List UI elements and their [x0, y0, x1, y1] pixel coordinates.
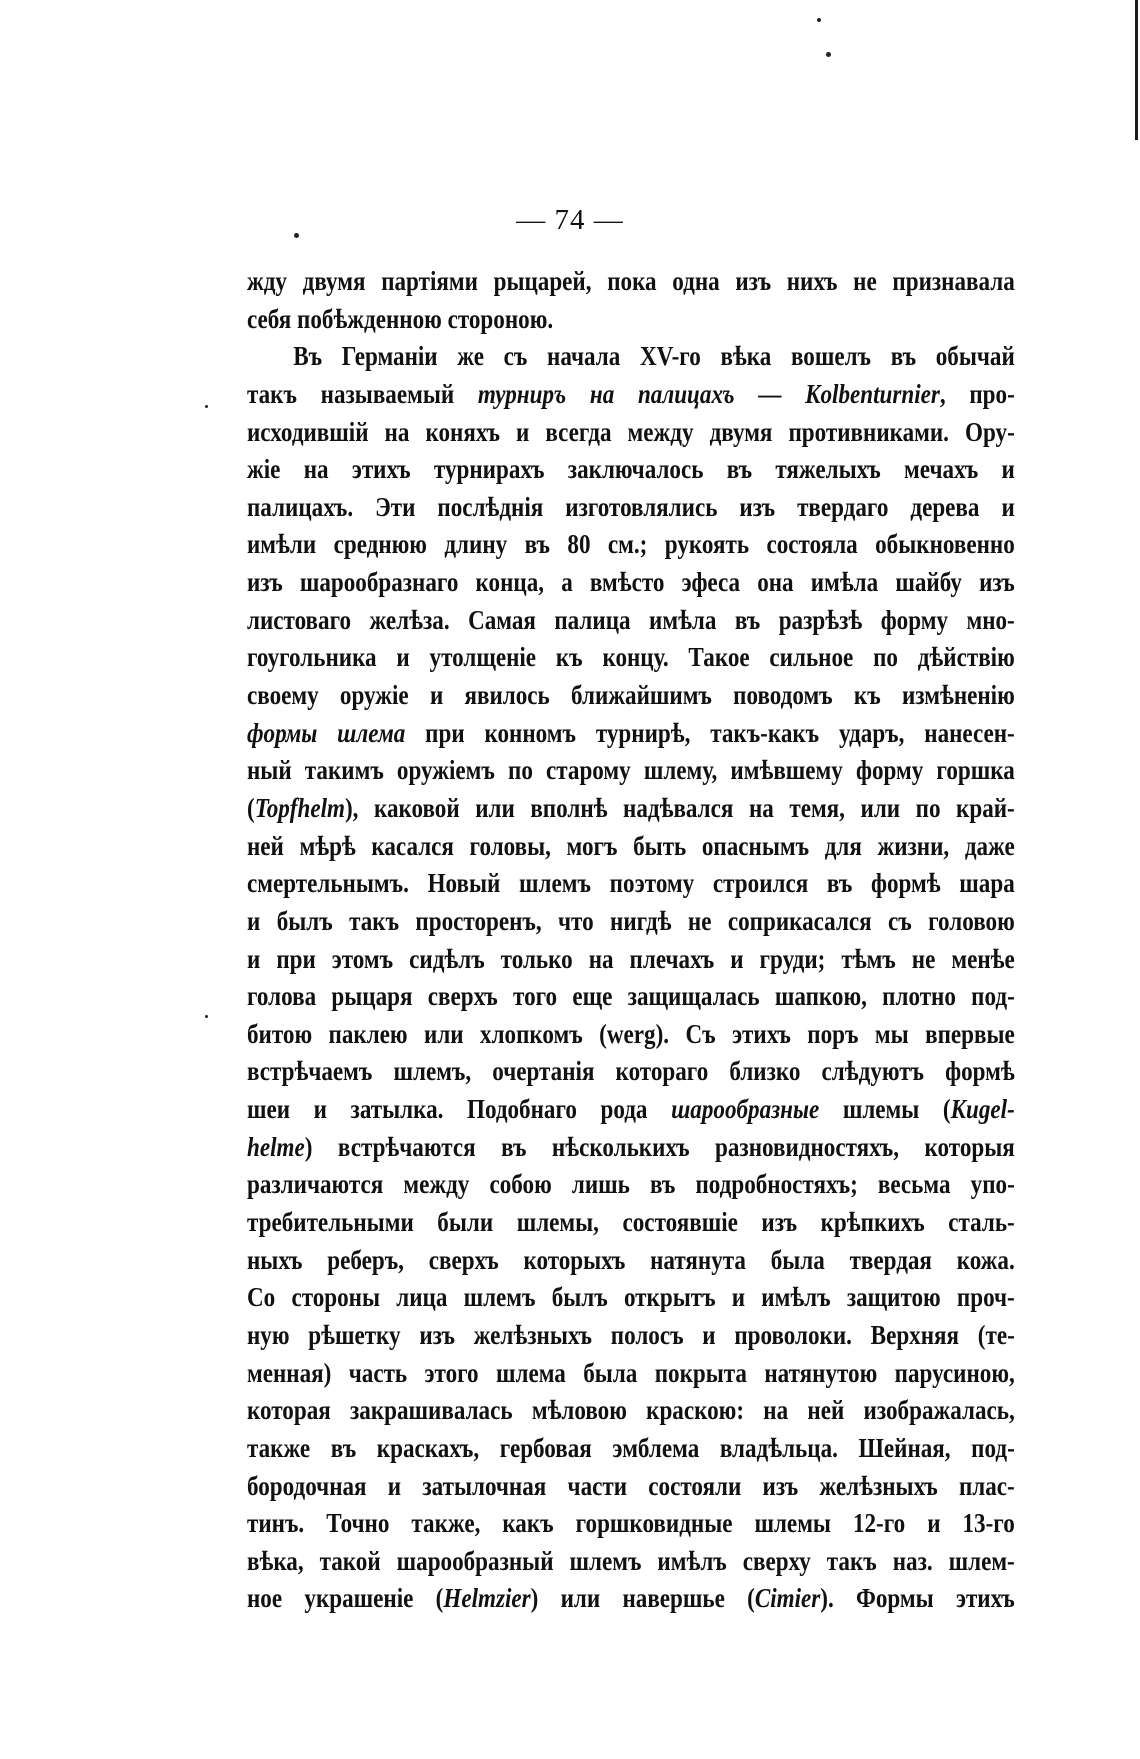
text-line: Въ Германіи же съ начала XV-го вѣка вошелъ въ обычай [293, 340, 1015, 372]
text-line: себя побѣжденною стороною. [247, 302, 554, 334]
body-text [247, 262, 1015, 1617]
text-run: ное украшеніе ( [247, 1582, 444, 1614]
text-line: имѣли среднюю длину въ 80 см.; рукоять состояла обыкновенно [247, 528, 1015, 560]
text-run: ), каковой или вполнѣ надѣвался на темя, или по край- [344, 791, 1015, 823]
text-run: при конномъ турнирѣ, такъ-какъ ударъ, нанесен- [405, 716, 1015, 748]
text-line [247, 375, 1015, 413]
emphasized-text: Helmzier [443, 1582, 531, 1614]
emphasized-text: Topfhelm [254, 791, 345, 823]
page-number: — 74 — [516, 204, 624, 236]
text-line: и при этомъ сидѣлъ только на плечахъ и груди; тѣмъ не менѣе [247, 942, 1015, 974]
text-line [247, 789, 1015, 827]
emphasized-text: Kolbenturnier [805, 377, 940, 409]
text-line: тинъ. Точно также, какъ горшковидные шлемы 12-го и 13-го [247, 1507, 1015, 1539]
text-line: изъ шарообразнаго конца, а вмѣсто эфеса она имѣла шайбу изъ [247, 566, 1015, 598]
text-run: такъ называемый [247, 377, 478, 409]
text-line: исходившій на коняхъ и всегда между двумя противниками. Ору- [247, 415, 1015, 447]
text-line: ную рѣшетку изъ желѣзныхъ полосъ и проволоки. Верхняя (те- [247, 1318, 1015, 1350]
emphasized-text: helme [247, 1130, 305, 1162]
text-line [247, 714, 1015, 752]
emphasized-text: шарообразные [671, 1093, 820, 1125]
print-speck [205, 1015, 208, 1018]
text-line: битою паклею или хлопкомъ (werg). Съ этихъ поръ мы впервые [247, 1017, 1015, 1049]
text-line: также въ краскахъ, гербовая эмблема владѣльца. Шейная, под- [247, 1431, 1015, 1463]
emphasized-text: Kugel- [950, 1093, 1015, 1125]
print-speck [205, 405, 208, 408]
text-line: ней мѣрѣ касался головы, могъ быть опаснымъ для жизни, даже [247, 829, 1015, 861]
text-run: — [734, 377, 806, 409]
text-run: ) или навершье ( [530, 1582, 755, 1614]
text-line: жіе на этихъ турнирахъ заключалось въ тяжелыхъ мечахъ и [247, 453, 1015, 485]
text-line: бородочная и затылочная части состояли изъ желѣзныхъ плас- [247, 1469, 1015, 1501]
text-line: гоугольника и утолщеніе къ концу. Такое сильное по дѣйствію [247, 641, 1015, 673]
text-line: которая закрашивалась мѣловою краскою: на ней изображалась, [247, 1394, 1015, 1426]
text-line: вѣка, такой шарообразный шлемъ имѣлъ сверху такъ наз. шлем- [247, 1544, 1015, 1576]
text-run: шеи и затылка. Подобнаго рода [247, 1093, 672, 1125]
text-line [247, 1090, 1015, 1128]
text-line: палицахъ. Эти послѣднія изготовлялись изъ твердаго дерева и [247, 490, 1015, 522]
text-line [247, 1128, 1015, 1166]
text-run: ). Формы этихъ [820, 1582, 1015, 1614]
text-line [247, 1579, 1015, 1617]
emphasized-text: турниръ на палицахъ [477, 377, 735, 409]
text-line: встрѣчаемъ шлемъ, очертанія котораго близко слѣдуютъ формѣ [247, 1055, 1015, 1087]
text-line: жду двумя партіями рыцарей, пока одна изъ нихъ не признавала [247, 265, 1015, 296]
text-line: менная) часть этого шлема была покрыта натянутою парусиною, [247, 1356, 1015, 1388]
print-speck [826, 52, 831, 57]
text-run: шлемы ( [819, 1093, 951, 1125]
text-line: различаются между собою лишь въ подробностяхъ; весьма упо- [247, 1168, 1015, 1200]
text-line: требительными были шлемы, состоявшіе изъ крѣпкихъ сталь- [247, 1206, 1015, 1238]
text-line: голова рыцаря сверхъ того еще защищалась шапкою, плотно под- [247, 980, 1015, 1012]
text-run: ( [247, 791, 255, 823]
text-run: , про- [939, 377, 1015, 409]
emphasized-text: формы шлема [247, 716, 406, 748]
text-line: листоваго желѣза. Самая палица имѣла въ разрѣзѣ форму мно- [247, 603, 1015, 635]
text-line: ный такимъ оружіемъ по старому шлему, имѣвшему форму горшка [247, 754, 1015, 786]
text-run: ) встрѣчаются въ нѣсколькихъ разновидностяхъ, которыя [304, 1130, 1015, 1162]
text-line: ныхъ реберъ, сверхъ которыхъ натянута была твердая кожа. [247, 1243, 1015, 1275]
text-line: смертельнымъ. Новый шлемъ поэтому строился въ формѣ шара [247, 867, 1015, 899]
print-speck [817, 18, 821, 22]
text-line: своему оружіе и явилось ближайшимъ поводомъ къ измѣненію [247, 679, 1015, 711]
emphasized-text: Cimier [754, 1582, 821, 1614]
text-line: и былъ такъ просторенъ, что нигдѣ не соприкасался съ головою [247, 904, 1015, 936]
page-edge-shadow [1135, 0, 1138, 140]
text-line: Со стороны лица шлемъ былъ открытъ и имѣлъ защитою проч- [247, 1281, 1015, 1313]
